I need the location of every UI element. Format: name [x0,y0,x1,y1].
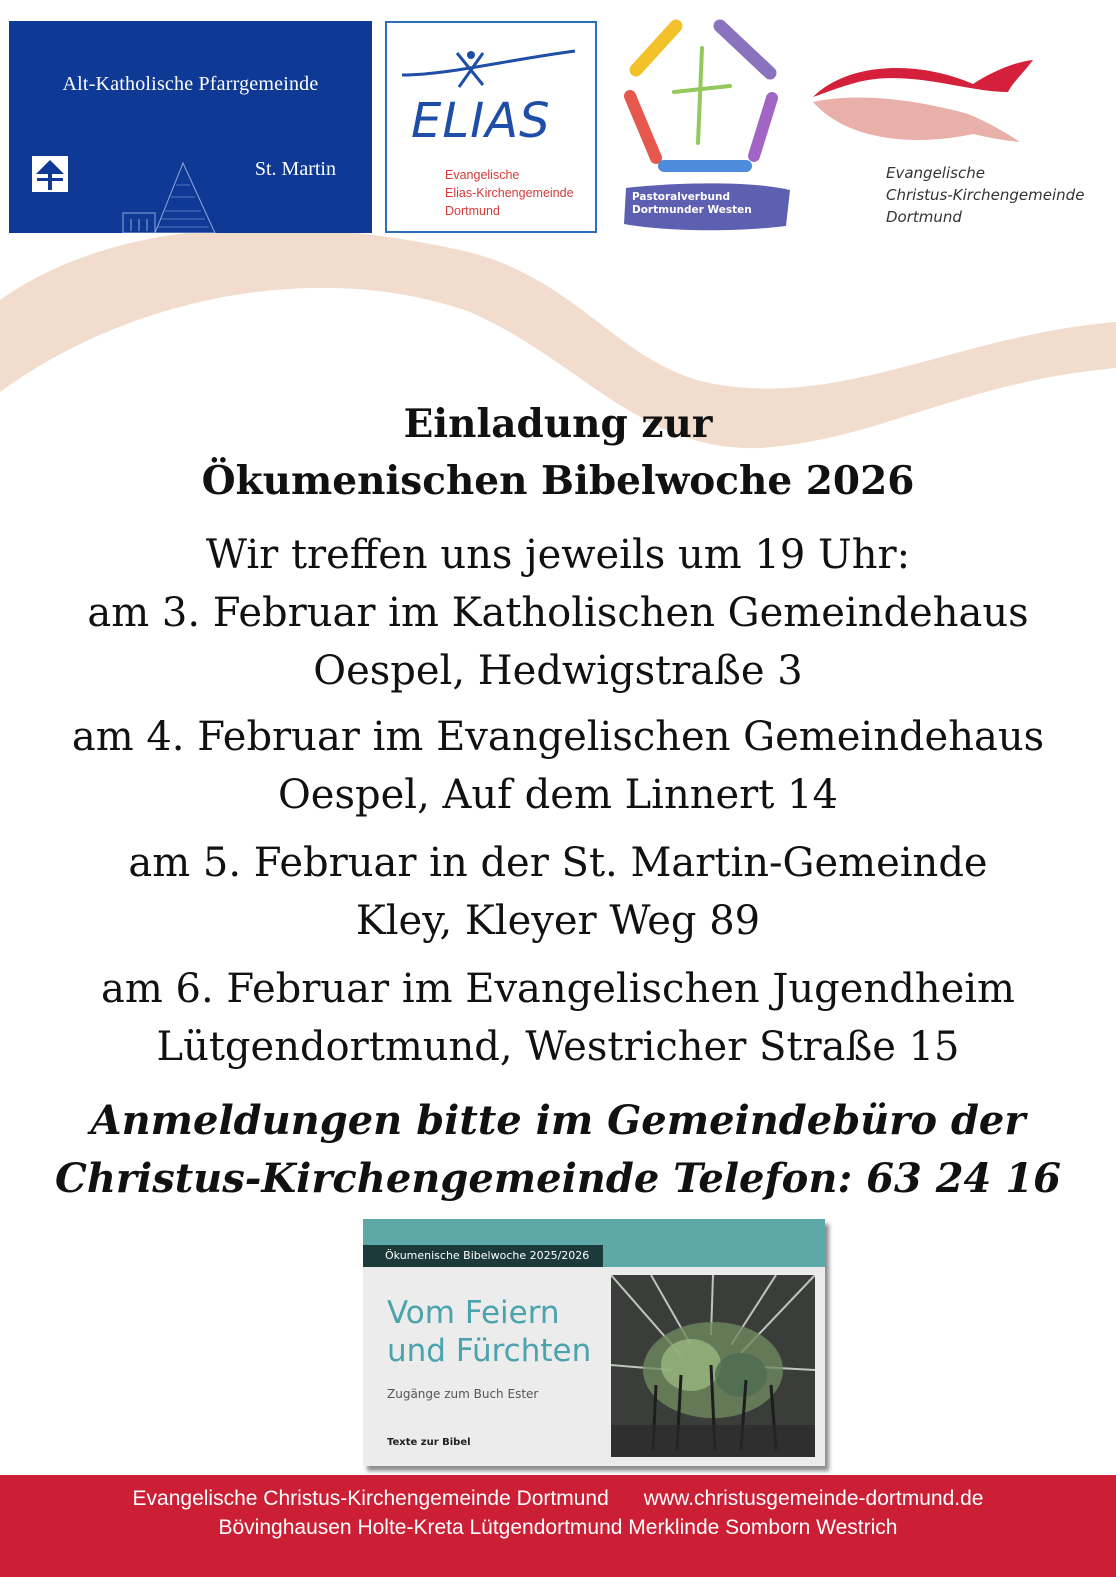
book-top-bar [363,1219,825,1245]
footer-districts: Bövinghausen Holte-Kreta Lütgendortmund Merklinde Somborn Westrich [218,1516,898,1539]
church-outline-icon [119,161,219,233]
book-subtitle: Zugänge zum Buch Ester [387,1387,539,1401]
event-date-place: am 3. Februar im Katholischen Gemeindehaus [87,590,1029,636]
book-title: Vom Feiern und Fürchten [387,1295,592,1369]
registration-note: Anmeldungen bitte im Gemeindebüro der Christus-Kirchengemeinde Telefon: 63 24 16 [55,1097,1061,1202]
elias-subtitle: Evangelische Elias-Kirchengemeinde Dortmund [445,168,574,218]
invitation-heading: Einladung zur Ökumenischen Bibelwoche 2026 [201,401,915,504]
altkatholisch-logo [9,21,372,233]
elias-wordmark: ELIAS [411,93,551,149]
christus-logo [808,52,1098,237]
event-3 [0,834,1116,950]
event-date-place: am 6. Februar im Evangelischen Jugendheim [101,966,1015,1012]
event-address: Lütgendortmund, Westricher Straße 15 [156,1024,960,1070]
book-cover-artwork [611,1275,815,1457]
elias-logo [385,21,597,233]
event-address: Oespel, Hedwigstraße 3 [313,648,803,694]
book-series: Ökumenische Bibelwoche 2025/2026 [363,1245,603,1267]
book-cover [363,1219,825,1466]
event-4 [0,960,1116,1076]
event-1 [0,584,1116,700]
forest-painting-image [611,1275,815,1457]
footer-organisation-website: Evangelische Christus-Kirchengemeinde Dortmund www.christusgemeinde-dortmund.de [132,1487,984,1510]
pastoralverbund-text: Pastoralverbund Dortmunder Westen [632,191,752,216]
pastoralverbund-logo [618,18,796,233]
book-series-strip [603,1245,825,1267]
footer-bar [0,1475,1116,1577]
cross-symbol-icon [31,155,69,193]
event-2 [0,708,1116,824]
event-address: Kley, Kleyer Weg 89 [355,898,761,944]
christus-subtitle: Evangelische Christus-Kirchengemeinde Dortmund [886,164,1085,226]
altkath-place: St. Martin [254,158,336,180]
event-address: Oespel, Auf dem Linnert 14 [278,772,838,818]
fish-symbol-icon [808,52,1038,147]
event-date-place: am 4. Februar im Evangelischen Gemeindehaus [71,714,1045,760]
meeting-time: Wir treffen uns jeweils um 19 Uhr: [205,532,911,578]
altkath-name: Alt-Katholische Pfarrgemeinde [62,73,319,95]
book-footer-label: Texte zur Bibel [387,1437,471,1448]
event-date-place: am 5. Februar in der St. Martin-Gemeinde [128,840,988,886]
